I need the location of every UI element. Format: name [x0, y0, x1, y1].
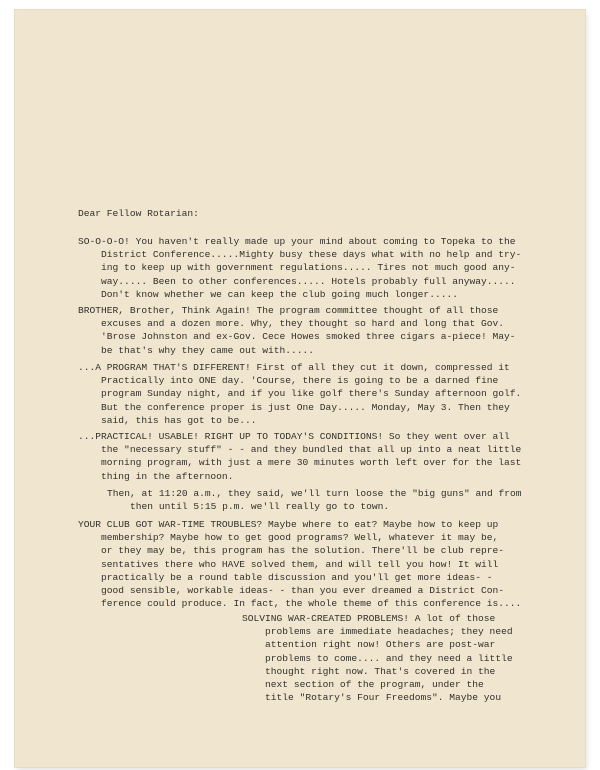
paragraph-war-time-troubles: YOUR CLUB GOT WAR-TIME TROUBLES? Maybe where to eat? Maybe how to keep up membership? Maybe how to get good programs? Well, whatever it may be, or they may be, this program has the solution. There'll be club repre- sentatives there who HAVE solved them, and will tell you how! It will practically be a round table discussion and you'll get more ideas- - good sensible, workable ideas- - than you ever dreamed a District Con- ference could produce. In fact, the whole theme of this conference is.... — [78, 519, 522, 610]
salutation: Dear Fellow Rotarian: — [78, 208, 199, 219]
paragraph-practical-usable: ...PRACTICAL! USABLE! RIGHT UP TO TODAY'S CONDITIONS! So they went over all the "necessary stuff" - - and they bundled that all up into a neat little morning program, with just a mere 30 minutes worth left over for the last thing in the afternoon. — [78, 431, 522, 482]
paragraph-brother: BROTHER, Brother, Think Again! The program committee thought of all those excuses and a dozen more. Why, they thought so hard and long that Gov. 'Brose Johnston and ex-Gov. Cece Howes smoked three cigars a-piece! May- be that's why they came out with..... — [78, 305, 516, 356]
paragraph-war-created-problems: SOLVING WAR-CREATED PROBLEMS! A lot of those problems are immediate headaches; they need attention right now! Others are post-war problems to come.... and they need a little thought right now. That's covered in the next section of the program, under the title "Rotary's Four Freedoms". Maybe you — [242, 613, 513, 704]
paragraph-big-guns: Then, at 11:20 a.m., they said, we'll turn loose the "big guns" and from then until 5:15 p.m. we'll really go to town. — [107, 488, 522, 513]
paragraph-program-different: ...A PROGRAM THAT'S DIFFERENT! First of all they cut it down, compressed it Practically into ONE day. 'Course, there is going to be a darned fine program Sunday night, and if you like golf there's Sunday afternoon golf. But the conference proper is just One Day..... Monday, May 3. Then they said, this has got to be... — [78, 362, 522, 426]
paragraph-so-o-o-o: SO-O-O-O! You haven't really made up your mind about coming to Topeka to the District Conference.....Mighty busy these days what with no help and try- ing to keep up with government regulations..... Tires not much good any- way..... Been to other conferences..... Hotels probably full anyway..... Don't know whether we can keep the club going much longer..... — [78, 236, 522, 300]
